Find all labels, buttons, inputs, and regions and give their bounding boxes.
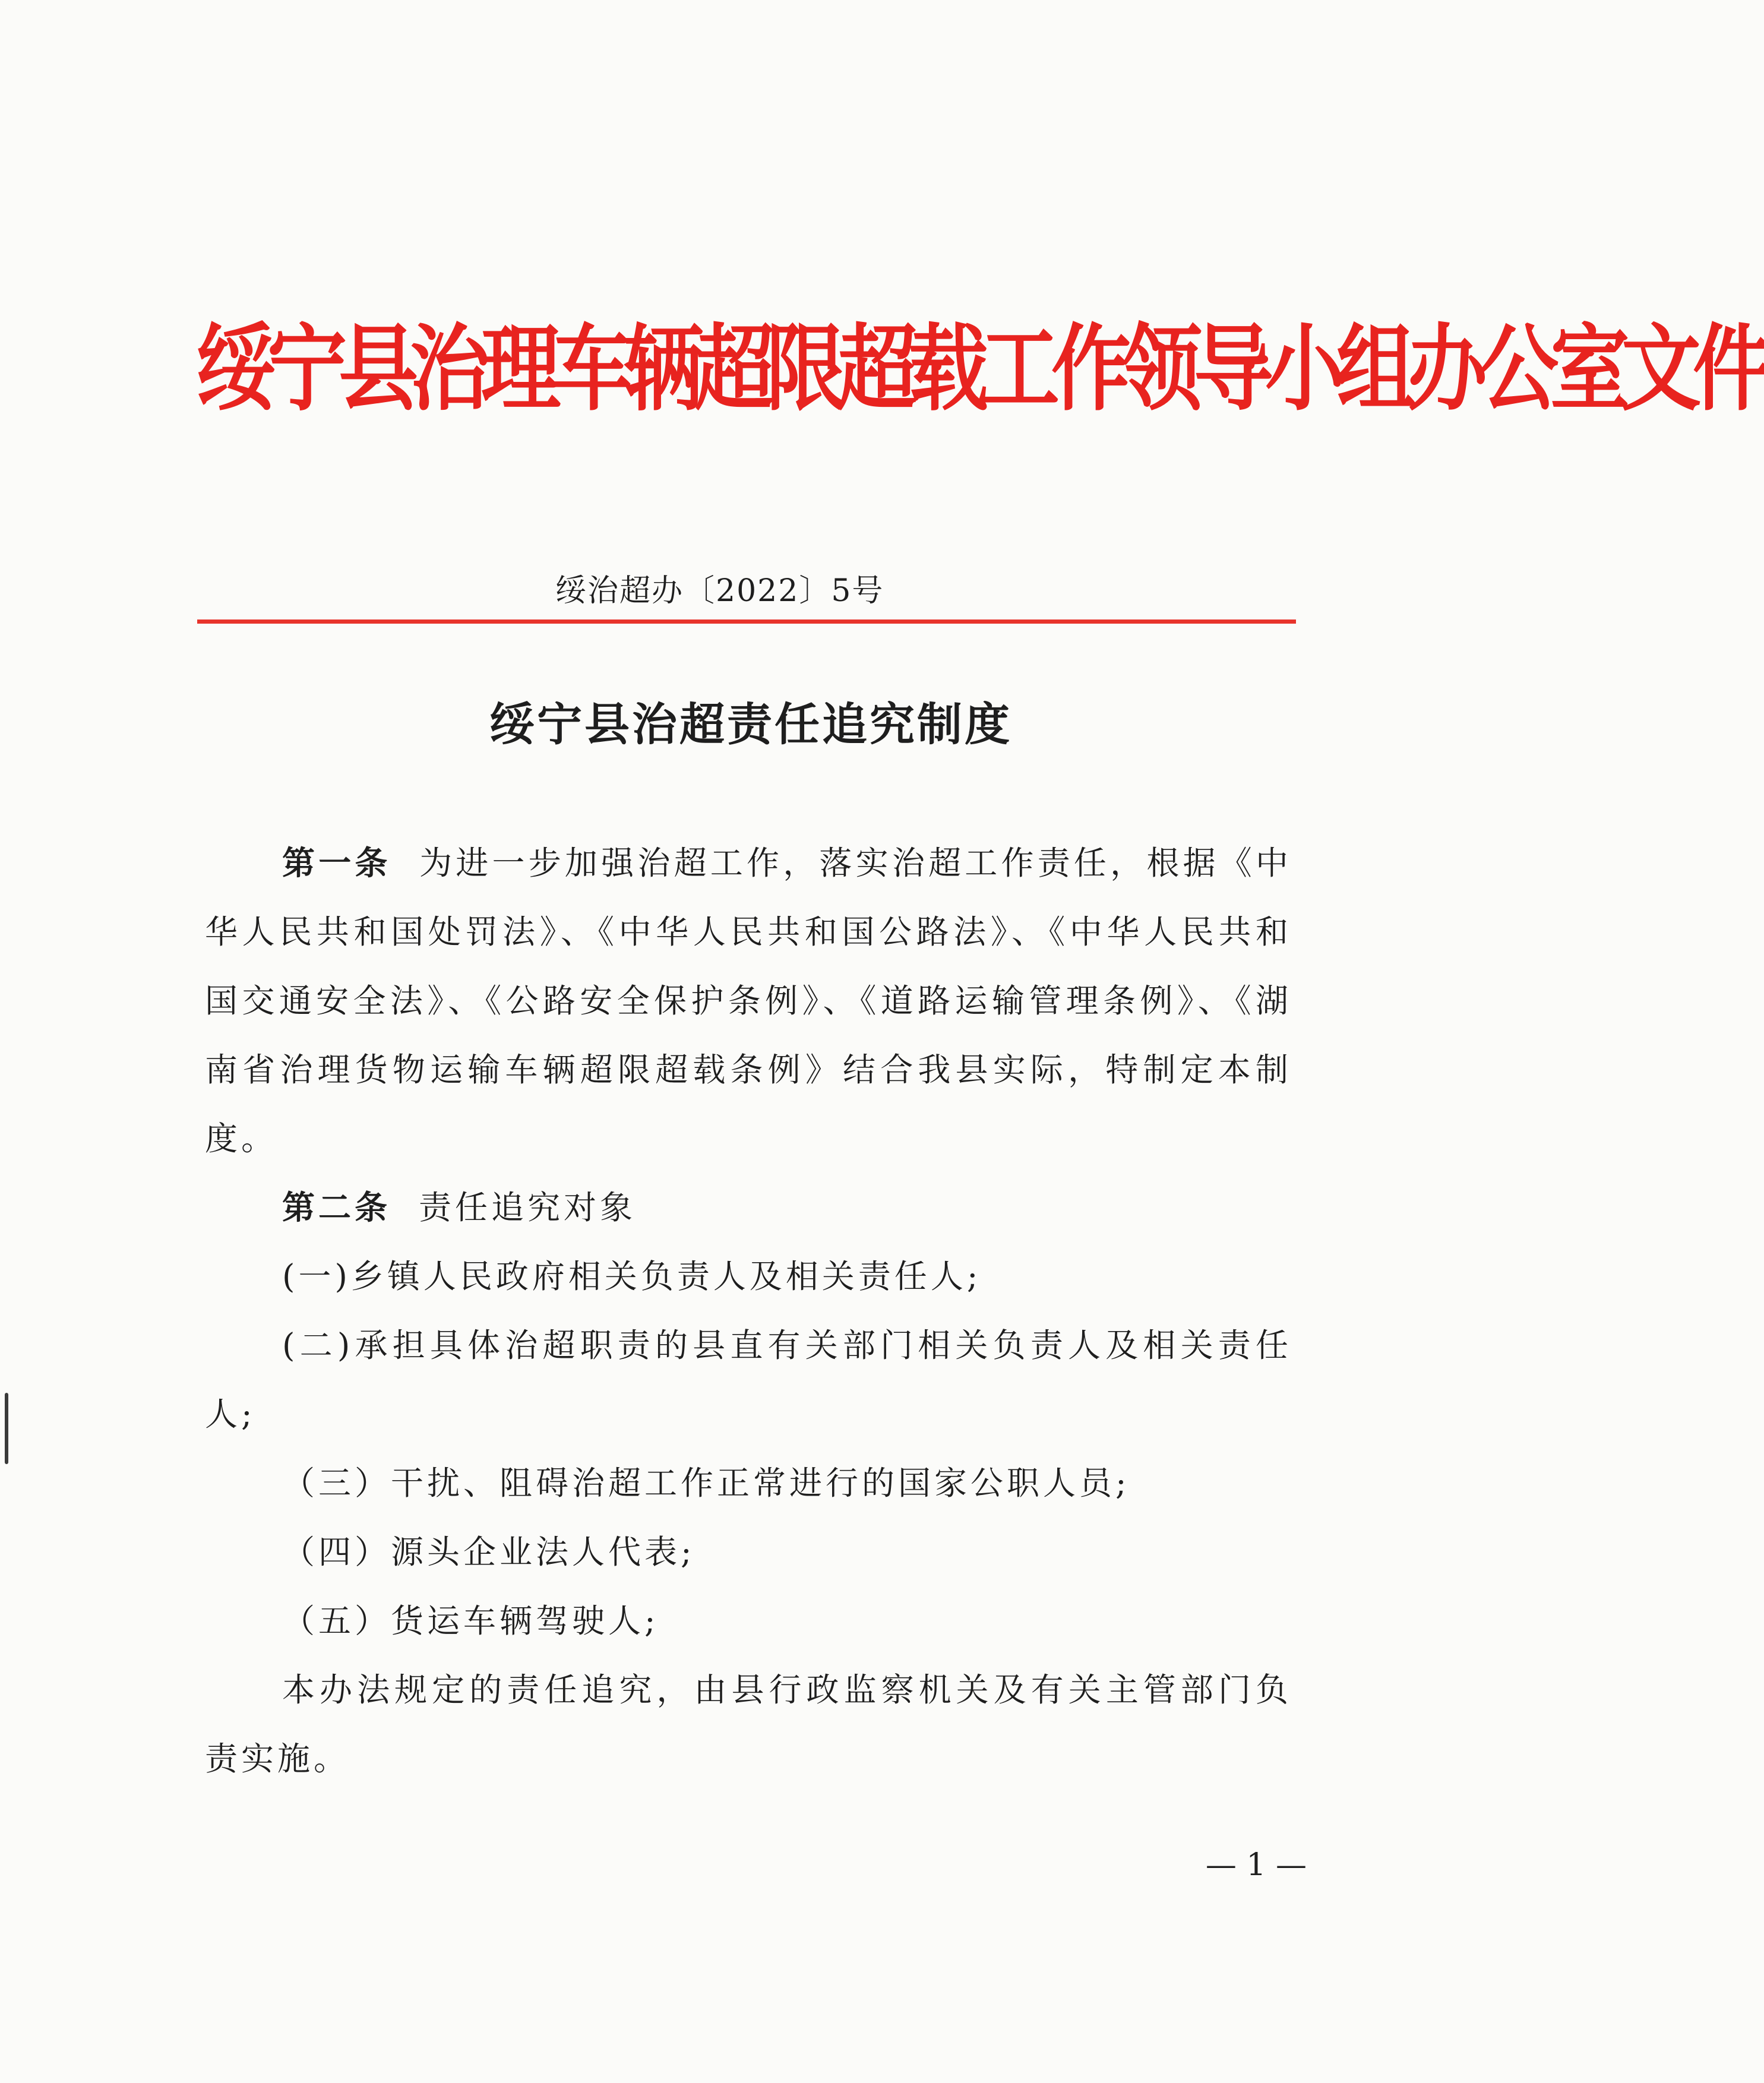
issuer-header-title: 绥宁县治理车辆超限超载工作领导小组办公室文件: [196, 313, 1764, 424]
document-number: 绥治超办〔2022〕5号: [555, 573, 884, 609]
scan-edge-mark: [5, 1393, 8, 1464]
red-divider-line: [197, 619, 1296, 624]
article-2-item: (一)乡镇人民政府相关负责人及相关责任人;: [282, 1257, 982, 1295]
article-2-item: （三）干扰、阻碍治超工作正常进行的国家公职人员;: [282, 1464, 1130, 1502]
page-number: — 1 —: [1205, 1847, 1307, 1883]
article-2-label: 第二条: [282, 1188, 391, 1227]
article-1-label: 第一条: [282, 843, 391, 882]
article-2-item: （四）源头企业法人代表;: [282, 1533, 696, 1571]
article-2-item: （五）货运车辆驾驶人;: [282, 1602, 659, 1640]
article-2-closing: 本办法规定的责任追究，由县行政监察机关及有关主管部门负责实施。: [205, 1671, 1292, 1778]
article-1-text: 为进一步加强治超工作，落实治超工作责任，根据《中华人民共和国处罚法》、《中华人民共和国公路法》、《中华人民共和国交通安全法》、《公路安全保护条例》、《道路运输管理条例》、《湖南省治理货物运输车辆超限超载条例》结合我县实际，特制定本制度。: [205, 844, 1292, 1158]
article-1: [205, 829, 1292, 1173]
document-body: [205, 829, 1292, 1793]
article-2-item: (二)承担具体治超职责的县直有关部门相关负责人及相关责任人;: [205, 1326, 1292, 1433]
article-2-text: 责任追究对象: [418, 1189, 636, 1227]
document-title: 绥宁县治超责任追究制度: [489, 698, 1012, 751]
article-2: [205, 1173, 1292, 1242]
